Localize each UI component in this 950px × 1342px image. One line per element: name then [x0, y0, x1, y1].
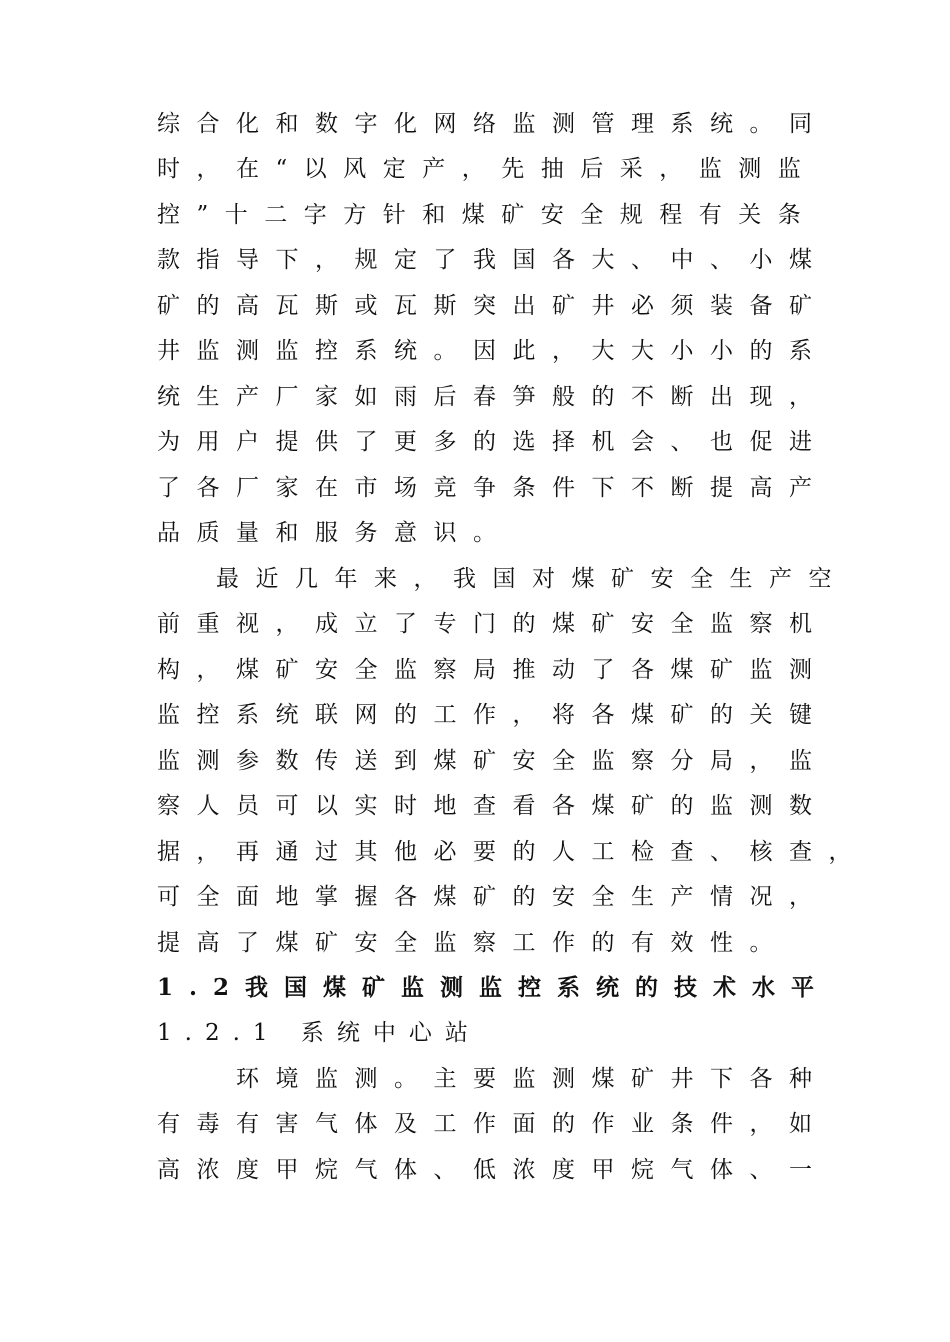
paragraph-line: 高浓度甲烷气体、低浓度甲烷气体、一 [157, 1157, 829, 1183]
paragraph-line: 款指导下，规定了我国各大、中、小煤 [157, 247, 829, 273]
section-heading: 1.2我国煤矿监测监控系统的技术水平 [157, 974, 831, 1001]
paragraph-line: 时，在“以风定产，先抽后采，监测监 [157, 156, 818, 182]
paragraph-line: 控”十二字方针和煤矿安全规程有关条 [157, 202, 818, 228]
paragraph-line: 品质量和服务意识。 [157, 520, 513, 546]
paragraph-line: 统生产厂家如雨后春笋般的不断出现， [157, 384, 829, 410]
paragraph-line: 了各厂家在市场竞争条件下不断提高产 [157, 475, 829, 501]
paragraph-line: 察人员可以实时地查看各煤矿的监测数 [157, 793, 829, 819]
paragraph-line: 最近几年来，我国对煤矿安全生产空 [216, 566, 848, 592]
paragraph-line: 监测参数传送到煤矿安全监察分局，监 [157, 748, 829, 774]
paragraph-line: 为用户提供了更多的选择机会、也促进 [157, 429, 829, 455]
paragraph-line: 提高了煤矿安全监察工作的有效性。 [157, 930, 789, 956]
paragraph-line: 监控系统联网的工作，将各煤矿的关键 [157, 702, 829, 728]
paragraph-line: 据，再通过其他必要的人工检查、核查， [157, 839, 868, 865]
paragraph-line: 前重视，成立了专门的煤矿安全监察机 [157, 611, 829, 637]
paragraph-line: 井监测监控系统。因此，大大小小的系 [157, 338, 829, 364]
paragraph-line: 矿的高瓦斯或瓦斯突出矿井必须装备矿 [157, 293, 829, 319]
paragraph-line: 有毒有害气体及工作面的作业条件，如 [157, 1111, 829, 1137]
paragraph-line: 环境监测。主要监测煤矿井下各种 [236, 1066, 829, 1092]
subsection-heading: 1.2.1 系统中心站 [157, 1020, 481, 1046]
paragraph-line: 构，煤矿安全监察局推动了各煤矿监测 [157, 657, 829, 683]
paragraph-line: 可全面地掌握各煤矿的安全生产情况， [157, 884, 829, 910]
paragraph-line: 综合化和数字化网络监测管理系统。同 [157, 111, 829, 137]
